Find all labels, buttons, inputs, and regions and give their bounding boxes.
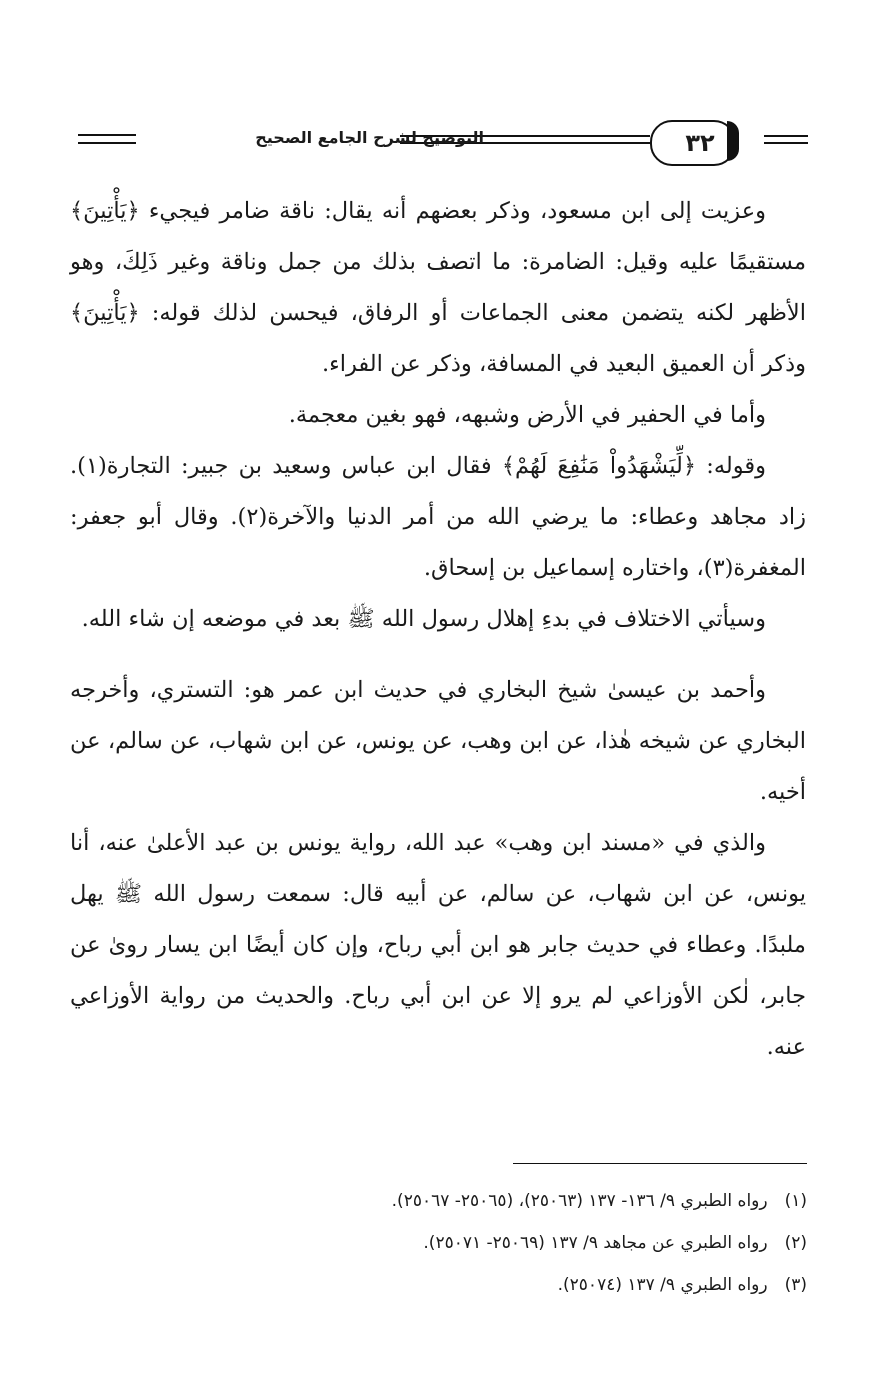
paragraph: وأحمد بن عيسىٰ شيخ البخاري في حديث ابن عمر هو: التستري، وأخرجه البخاري عن شيخه هٰذا، عن ابن وهب، عن يونس، عن ابن شهاب، عن سالم، عن أخيه. (70, 677, 806, 805)
header-rule-left (78, 142, 136, 144)
footnote-text: رواه الطبري ٩/ ١٣٧ (٢٥٠٧٤). (557, 1275, 768, 1295)
footnote (67, 1222, 807, 1264)
book-title: التوضيح لشرح الجامع الصحيح (255, 128, 484, 147)
header-rule-right (764, 142, 808, 144)
paragraph: وسيأتي الاختلاف في بدءِ إهلال رسول الله ﷺ بعد في موضعه إن شاء الله. (81, 606, 766, 632)
footnote (67, 1264, 807, 1306)
running-header (70, 118, 810, 170)
footnote-number: (٢) (784, 1233, 807, 1253)
page-number: ٣٢ (685, 129, 715, 157)
paragraph: وقوله: ﴿لِّيَشْهَدُواْ مَنَٰفِعَ لَهُمْ﴾ فقال ابن عباس وسعيد بن جبير: التجارة(١). زاد مجاهد وعطاء: ما يرضي الله من أمر الدنيا والآخرة(٢). وقال أبو جعفر: المغفرة(٣)، واختاره إسماعيل بن إسحاق. (70, 453, 806, 581)
paragraph: وأما في الحفير في الأرض وشبهه، فهو بغين معجمة. (288, 402, 766, 428)
footnote-number: (١) (784, 1191, 807, 1211)
header-rule-left (78, 134, 136, 136)
header-rule-right (764, 135, 808, 137)
page-number-badge (650, 120, 736, 166)
paragraph: وعزيت إلى ابن مسعود، وذكر بعضهم أنه يقال: ناقة ضامر فيجيء ﴿يَأْتِينَ﴾ مستقيمًا عليه وقيل: الضامرة: ما اتصف بذلك من جمل وناقة وغير ذَلِكَ، وهو الأظهر لكنه يتضمن معنى الجماعات أو الرفاق، فيحسن لذلك قوله: ﴿يَأْتِينَ﴾ وذكر أن العميق البعيد في المسافة، وذكر عن الفراء. (70, 198, 806, 377)
footnote-text: رواه الطبري ٩/ ١٣٦- ١٣٧ (٢٥٠٦٣)، (٢٥٠٦٥- ٢٥٠٦٧). (391, 1191, 768, 1211)
footnote-separator (513, 1163, 807, 1164)
main-text (70, 186, 806, 1073)
footnote-number: (٣) (784, 1275, 807, 1295)
paragraph: والذي في «مسند ابن وهب» عبد الله، رواية يونس بن عبد الأعلىٰ عنه، أنا يونس، عن ابن شهاب، عن سالم، عن أبيه قال: سمعت رسول الله ﷺ يهل ملبدًا. وعطاء في حديث جابر هو ابن أبي رباح، وإن كان أيضًا ابن يسار روىٰ عن جابر، لٰكن الأوزاعي لم يرو إلا عن ابن أبي رباح. والحديث من رواية الأوزاعي عنه. (70, 830, 806, 1060)
footnote (67, 1180, 807, 1222)
footnotes (67, 1180, 807, 1306)
footnote-text: رواه الطبري عن مجاهد ٩/ ١٣٧ (٢٥٠٦٩- ٢٥٠٧١). (423, 1233, 768, 1253)
